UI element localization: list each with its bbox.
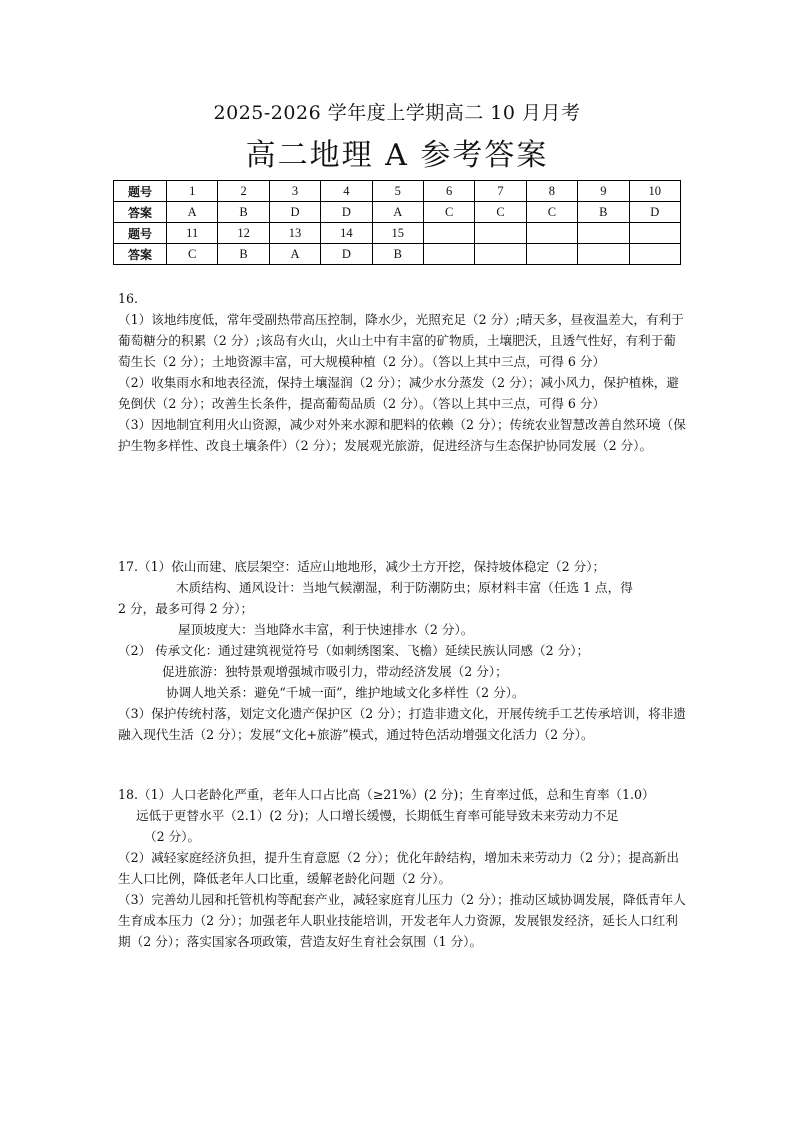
answer-cell — [629, 244, 680, 265]
row-header-answer: 答案 — [114, 202, 167, 223]
question-number-cell: 10 — [629, 181, 680, 202]
row-header-number: 题号 — [114, 223, 167, 244]
answer-line: 17.（1）依山而建、底层架空：适应山地地形，减少土方开挖，保持坡体稳定（2 分）； — [118, 559, 606, 574]
question-16-answer — [118, 288, 688, 456]
answer-cell: C — [526, 202, 577, 223]
question-number-cell: 5 — [372, 181, 423, 202]
answer-line: 远低于更替水平（2.1）(2 分)；人口增长缓慢，长期低生育率可能导致未来劳动力不足 — [136, 808, 619, 823]
question-number: 16. — [118, 291, 139, 306]
answer-line: 屋顶坡度大：当地降水丰富，利于快速排水（2 分）。 — [178, 622, 474, 637]
answer-cell — [475, 244, 526, 265]
answer-cell: C — [423, 202, 474, 223]
answer-cell: B — [218, 202, 269, 223]
question-number-cell: 11 — [167, 223, 218, 244]
table-row — [114, 181, 681, 202]
answer-cell: A — [372, 202, 423, 223]
row-header-number: 题号 — [114, 181, 167, 202]
question-number-cell: 7 — [475, 181, 526, 202]
answer-line: 2 分，最多可得 2 分）； — [118, 601, 254, 616]
question-number-cell: 4 — [321, 181, 372, 202]
question-number-cell: 12 — [218, 223, 269, 244]
question-number-cell: 14 — [321, 223, 372, 244]
row-header-answer: 答案 — [114, 244, 167, 265]
answer-table — [113, 180, 681, 265]
exam-subtitle: 2025-2026 学年度上学期高二 10 月月考 — [213, 102, 581, 124]
answer-cell: B — [578, 202, 629, 223]
answer-paragraph: （2）减轻家庭经济负担，提升生育意愿（2 分）；优化年龄结构，增加未来劳动力（2 分）；提高新出生人口比例，降低老年人口比重，缓解老龄化问题（2 分）。 — [118, 850, 679, 886]
question-number-cell — [629, 223, 680, 244]
answer-cell — [526, 244, 577, 265]
answer-line: 促进旅游：独特景观增强城市吸引力，带动经济发展（2 分）； — [162, 664, 508, 679]
answer-paragraph: （3）完善幼儿园和托管机构等配套产业，减轻家庭育儿压力（2 分）；推动区域协调发展，降低青年人生育成本压力（2 分）；加强老年人职业技能培训，开发老年人力资源，发展银发经济，延长人口红利期（2 分）；落实国家各项政策，营造友好生育社会氛围（1 分）。 — [118, 892, 686, 949]
answer-cell: B — [218, 244, 269, 265]
question-number-cell: 8 — [526, 181, 577, 202]
question-number-cell — [475, 223, 526, 244]
question-number-cell: 15 — [372, 223, 423, 244]
question-number-cell: 13 — [269, 223, 320, 244]
answer-line: 协调人地关系：避免“千城一面”，维护地域文化多样性（2 分）。 — [166, 685, 525, 700]
answer-cell: D — [321, 244, 372, 265]
answer-line: （2 分）。 — [144, 829, 201, 844]
answer-paragraph: （2）收集雨水和地表径流，保持土壤湿润（2 分）；减少水分蒸发（2 分）；减小风力，保护植株，避免倒伏（2 分）；改善生长条件，提高葡萄品质（2 分）。（答以上其中三点，可得 6 分） — [118, 375, 679, 411]
answer-paragraph: （1）该地纬度低，常年受副热带高压控制，降水少，光照充足（2 分）;晴天多，昼夜温差大，有利于葡萄糖分的积累（2 分）;该岛有火山，火山土中有丰富的矿物质，土壤肥沃，且透气性好，有利于葡萄生长（2 分）；土地资源丰富，可大规模种植（2 分）。（答以上其中三点，可得 6 分） — [118, 312, 684, 369]
answer-cell: C — [167, 244, 218, 265]
question-number-cell: 2 — [218, 181, 269, 202]
answer-cell: D — [269, 202, 320, 223]
question-number-cell: 3 — [269, 181, 320, 202]
answer-line: （2） 传承文化：通过建筑视觉符号（如刺绣图案、飞檐）延续民族认同感（2 分）； — [118, 643, 590, 658]
answer-cell: A — [167, 202, 218, 223]
answer-line: 木质结构、通风设计：当地气候潮湿，利于防潮防虫；原材料丰富（任选 1 点，得 — [176, 580, 633, 595]
table-row — [114, 223, 681, 244]
question-number-cell: 1 — [167, 181, 218, 202]
answer-cell: A — [269, 244, 320, 265]
question-17-answer — [118, 556, 688, 745]
answer-cell — [423, 244, 474, 265]
question-number-cell — [526, 223, 577, 244]
question-18-answer — [118, 784, 688, 952]
question-number-cell — [423, 223, 474, 244]
table-row — [114, 244, 681, 265]
answer-cell: B — [372, 244, 423, 265]
question-number-cell — [578, 223, 629, 244]
table-row — [114, 202, 681, 223]
answer-cell: C — [475, 202, 526, 223]
page-title: 高二地理 A 参考答案 — [245, 138, 549, 173]
question-number-cell: 9 — [578, 181, 629, 202]
answer-paragraph: （3）因地制宜利用火山资源，减少对外来水源和肥料的依赖（2 分）；传统农业智慧改善自然环境（保护生物多样性、改良土壤条件）（2 分）；发展观光旅游，促进经济与生态保护协同发展（2 分）。 — [118, 417, 686, 453]
answer-line: 18.（1）人口老龄化严重，老年人口占比高（≥21%）(2 分)；生育率过低，总和生育率（1.0） — [118, 787, 655, 802]
answer-paragraph: （3）保护传统村落，划定文化遗产保护区（2 分）；打造非遗文化，开展传统手工艺传承培训，将非遗融入现代生活（2 分）；发展“文化+旅游”模式，通过特色活动增强文化活力（2 分）。 — [118, 706, 686, 742]
answer-cell: D — [321, 202, 372, 223]
question-number-cell: 6 — [423, 181, 474, 202]
answer-cell: D — [629, 202, 680, 223]
answer-cell — [578, 244, 629, 265]
